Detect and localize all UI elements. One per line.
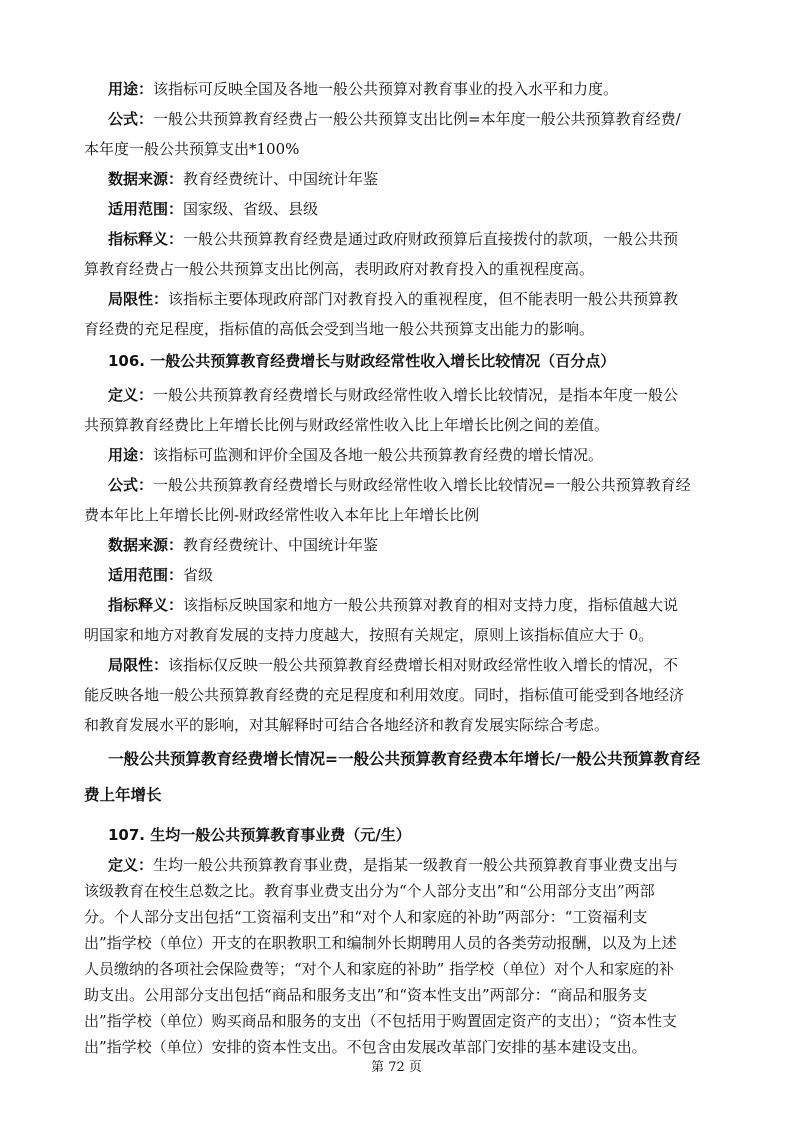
- definition-paragraph-cont: [84, 1034, 696, 1060]
- limitation-text-line: 能反映各地一般公共预算教育经费的充足程度和利用效度。同时，指标值可能受到各地经济: [84, 686, 685, 704]
- use-text: 该指标可监测和评价全国及各地一般公共预算教育经费的增长情况。: [153, 446, 604, 464]
- limitation-text-line: 育经费的充足程度，指标值的高低会受到当地一般公共预算支出能力的影响。: [84, 320, 595, 338]
- scope-paragraph: [108, 194, 720, 224]
- definition-text-line: 该级教育在校生总数之比。教育事业费支出分为“个人部分支出”和“公用部分支出”两部: [84, 882, 655, 900]
- limitation-text-line: 和教育发展水平的影响，对其解释时可结合各地经济和教育发展实际综合考虑。: [84, 716, 610, 734]
- source-text: 教育经费统计、中国统计年鉴: [183, 536, 379, 554]
- limitation-text-line: 该指标主要体现政府部门对教育投入的重视程度，但不能表明一般公共预算教: [168, 290, 679, 308]
- use-text: 该指标可反映全国及各地一般公共预算对教育事业的投入水平和力度。: [153, 80, 619, 98]
- limitation-paragraph-cont: [84, 680, 696, 710]
- scope-paragraph: [108, 560, 720, 590]
- definition-text-line: 共预算教育经费比上年增长比例与财政经常性收入比上年增长比例之间的差值。: [84, 416, 610, 434]
- definition-text-line: 出”指学校（单位）购买商品和服务的支出（不包括用于购置固定资产的支出）；“资本性支: [84, 1012, 677, 1030]
- formula-text-line: 一般公共预算教育经费增长与财政经常性收入增长比较情况=一般公共预算教育经: [153, 476, 691, 494]
- source-paragraph: [108, 164, 720, 194]
- interpretation-paragraph-cont: [84, 620, 696, 650]
- definition-paragraph-cont: [84, 956, 696, 982]
- use-paragraph: [108, 74, 720, 104]
- formula-label: 公式：: [108, 476, 154, 494]
- scope-label: 适用范围：: [108, 200, 184, 218]
- interpretation-text-line: 明国家和地方对教育发展的支持力度越大，按照有关规定，原则上该指标值应大于 0。: [84, 626, 654, 644]
- source-text: 教育经费统计、中国统计年鉴: [183, 170, 379, 188]
- scope-text: 国家级、省级、县级: [183, 200, 319, 218]
- interpretation-text-line: 算教育经费占一般公共预算支出比例高，表明政府对教育投入的重视程度高。: [84, 260, 595, 278]
- source-label: 数据来源：: [108, 170, 184, 188]
- definition-paragraph: [108, 852, 720, 878]
- limitation-label: 局限性：: [108, 290, 169, 308]
- use-label: 用途：: [108, 446, 154, 464]
- interpretation-label: 指标释义：: [108, 230, 184, 248]
- definition-paragraph-cont: [84, 930, 696, 956]
- limitation-paragraph: [108, 650, 720, 680]
- limitation-text-line: 该指标仅反映一般公共预算教育经费增长相对财政经常性收入增长的情况，不: [168, 656, 679, 674]
- use-label: 用途：: [108, 80, 154, 98]
- definition-text-line: 分。个人部分支出包括“工资福利支出”和“对个人和家庭的补助”两部分：“工资福利支: [84, 908, 648, 926]
- interpretation-paragraph: [108, 590, 720, 620]
- interpretation-text-line: 该指标反映国家和地方一般公共预算对教育的相对支持力度，指标值越大说: [183, 596, 679, 614]
- interpretation-label: 指标释义：: [108, 596, 184, 614]
- definition-paragraph-cont: [84, 410, 696, 440]
- formula-paragraph: [108, 104, 720, 134]
- definition-label: 定义：: [108, 386, 154, 404]
- interpretation-paragraph-cont: [84, 254, 696, 284]
- formula-text-line: 费本年比上年增长比例-财政经常性收入本年比上年增长比例: [84, 506, 480, 524]
- formula-label: 公式：: [108, 110, 154, 128]
- definition-text-line: 出”指学校（单位）安排的资本性支出。不包含由发展改革部门安排的基本建设支出。: [84, 1038, 647, 1056]
- definition-paragraph-cont: [84, 1008, 696, 1034]
- scope-text: 省级: [183, 566, 214, 584]
- source-label: 数据来源：: [108, 536, 184, 554]
- scope-label: 适用范围：: [108, 566, 184, 584]
- definition-paragraph-cont: [84, 904, 696, 930]
- definition-paragraph-cont: [84, 878, 696, 904]
- limitation-paragraph-cont: [84, 314, 696, 344]
- definition-text-line: 人员缴纳的各项社会保险费等；“对个人和家庭的补助” 指学校（单位）对个人和家庭的补: [84, 960, 675, 978]
- bold-formula-line: 费上年增长: [84, 786, 162, 804]
- source-paragraph: [108, 530, 720, 560]
- definition-text-line: 生均一般公共预算教育事业费，是指某一级教育一般公共预算教育事业费支出与: [153, 856, 679, 874]
- limitation-paragraph-cont: [84, 710, 696, 740]
- use-paragraph: [108, 440, 720, 470]
- bold-formula-line: 一般公共预算教育经费增长情况=一般公共预算教育经费本年增长/一般公共预算教育经: [108, 750, 701, 768]
- formula-paragraph-cont: [84, 500, 696, 530]
- section-heading-107: 107. 生均一般公共预算教育事业费（元/生）: [108, 826, 411, 844]
- limitation-paragraph: [108, 284, 720, 314]
- section-heading-106: 106. 一般公共预算教育经费增长与财政经常性收入增长比较情况（百分点）: [108, 352, 616, 370]
- definition-text-line: 助支出。公用部分支出包括“商品和服务支出”和“资本性支出”两部分：“商品和服务支: [84, 986, 648, 1004]
- formula-paragraph: [108, 470, 720, 500]
- interpretation-paragraph: [108, 224, 720, 254]
- definition-paragraph-cont: [84, 982, 696, 1008]
- limitation-label: 局限性：: [108, 656, 169, 674]
- formula-text-line: 本年度一般公共预算支出*100%: [84, 140, 300, 158]
- formula-paragraph-cont: [84, 134, 696, 164]
- page-number: 第 72 页: [371, 1060, 422, 1075]
- definition-text-line: 出”指学校（单位）开支的在职教职工和编制外长期聘用人员的各类劳动报酬，以及为上述: [84, 934, 677, 952]
- definition-label: 定义：: [108, 856, 154, 874]
- definition-text-line: 一般公共预算教育经费增长与财政经常性收入增长比较情况，是指本年度一般公: [153, 386, 679, 404]
- interpretation-text-line: 一般公共预算教育经费是通过政府财政预算后直接拨付的款项，一般公共预: [183, 230, 679, 248]
- definition-paragraph: [108, 380, 720, 410]
- formula-text-line: 一般公共预算教育经费占一般公共预算支出比例=本年度一般公共预算教育经费/: [153, 110, 681, 128]
